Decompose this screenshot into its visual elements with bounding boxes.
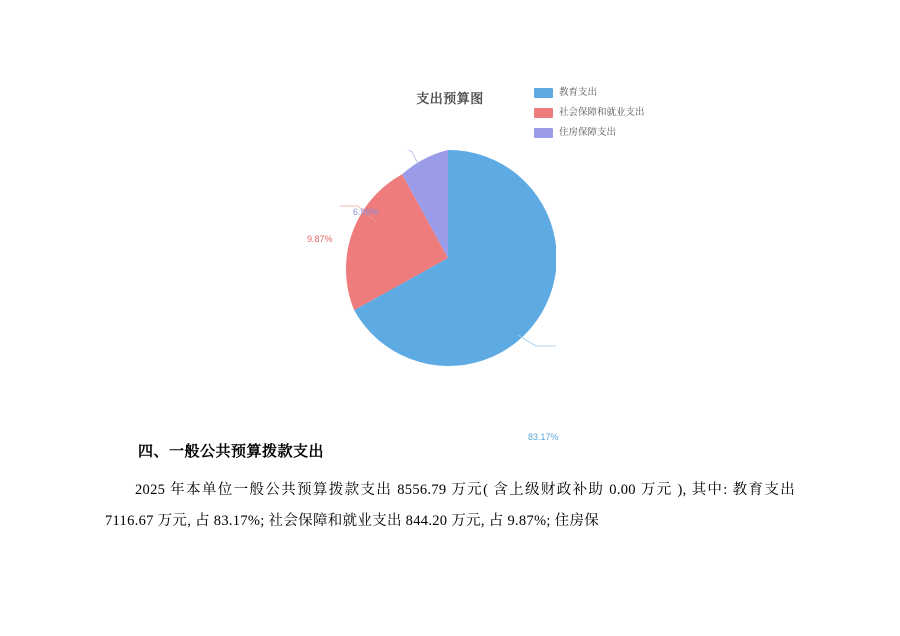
leader-line-housing <box>388 150 419 166</box>
leader-line-education <box>518 335 556 346</box>
legend-label: 住房保障支出 <box>559 127 617 138</box>
chart-legend <box>534 84 645 144</box>
chart-title: 支出预算图 <box>416 91 484 106</box>
legend-item[interactable] <box>534 124 645 141</box>
legend-swatch-education <box>534 88 553 98</box>
legend-swatch-social-security <box>534 108 553 118</box>
legend-label: 教育支出 <box>559 87 598 98</box>
pie-plot-area <box>307 150 559 442</box>
legend-label: 社会保障和就业支出 <box>559 107 645 118</box>
pie-data-label-housing: 6.96% <box>353 207 379 217</box>
section-heading: 四、一般公共预算拨款支出 <box>138 443 325 460</box>
pie-data-label-social-security: 9.87% <box>307 234 333 244</box>
legend-item[interactable] <box>534 84 645 101</box>
pie-data-label-education: 83.17% <box>528 432 559 442</box>
legend-item[interactable] <box>534 104 645 121</box>
section-paragraph: 2025 年本单位一般公共预算拨款支出 8556.79 万元( 含上级财政补助 0.00 万元 ), 其中: 教育支出 7116.67 万元, 占 83.17%; 社会保障和就业支出 844.20 万元, 占 9.87%; 住房保 <box>105 482 795 529</box>
expenditure-budget-pie-chart <box>0 60 900 442</box>
legend-swatch-housing <box>534 128 553 138</box>
pie-svg <box>340 150 556 366</box>
document-text-block <box>0 440 900 537</box>
